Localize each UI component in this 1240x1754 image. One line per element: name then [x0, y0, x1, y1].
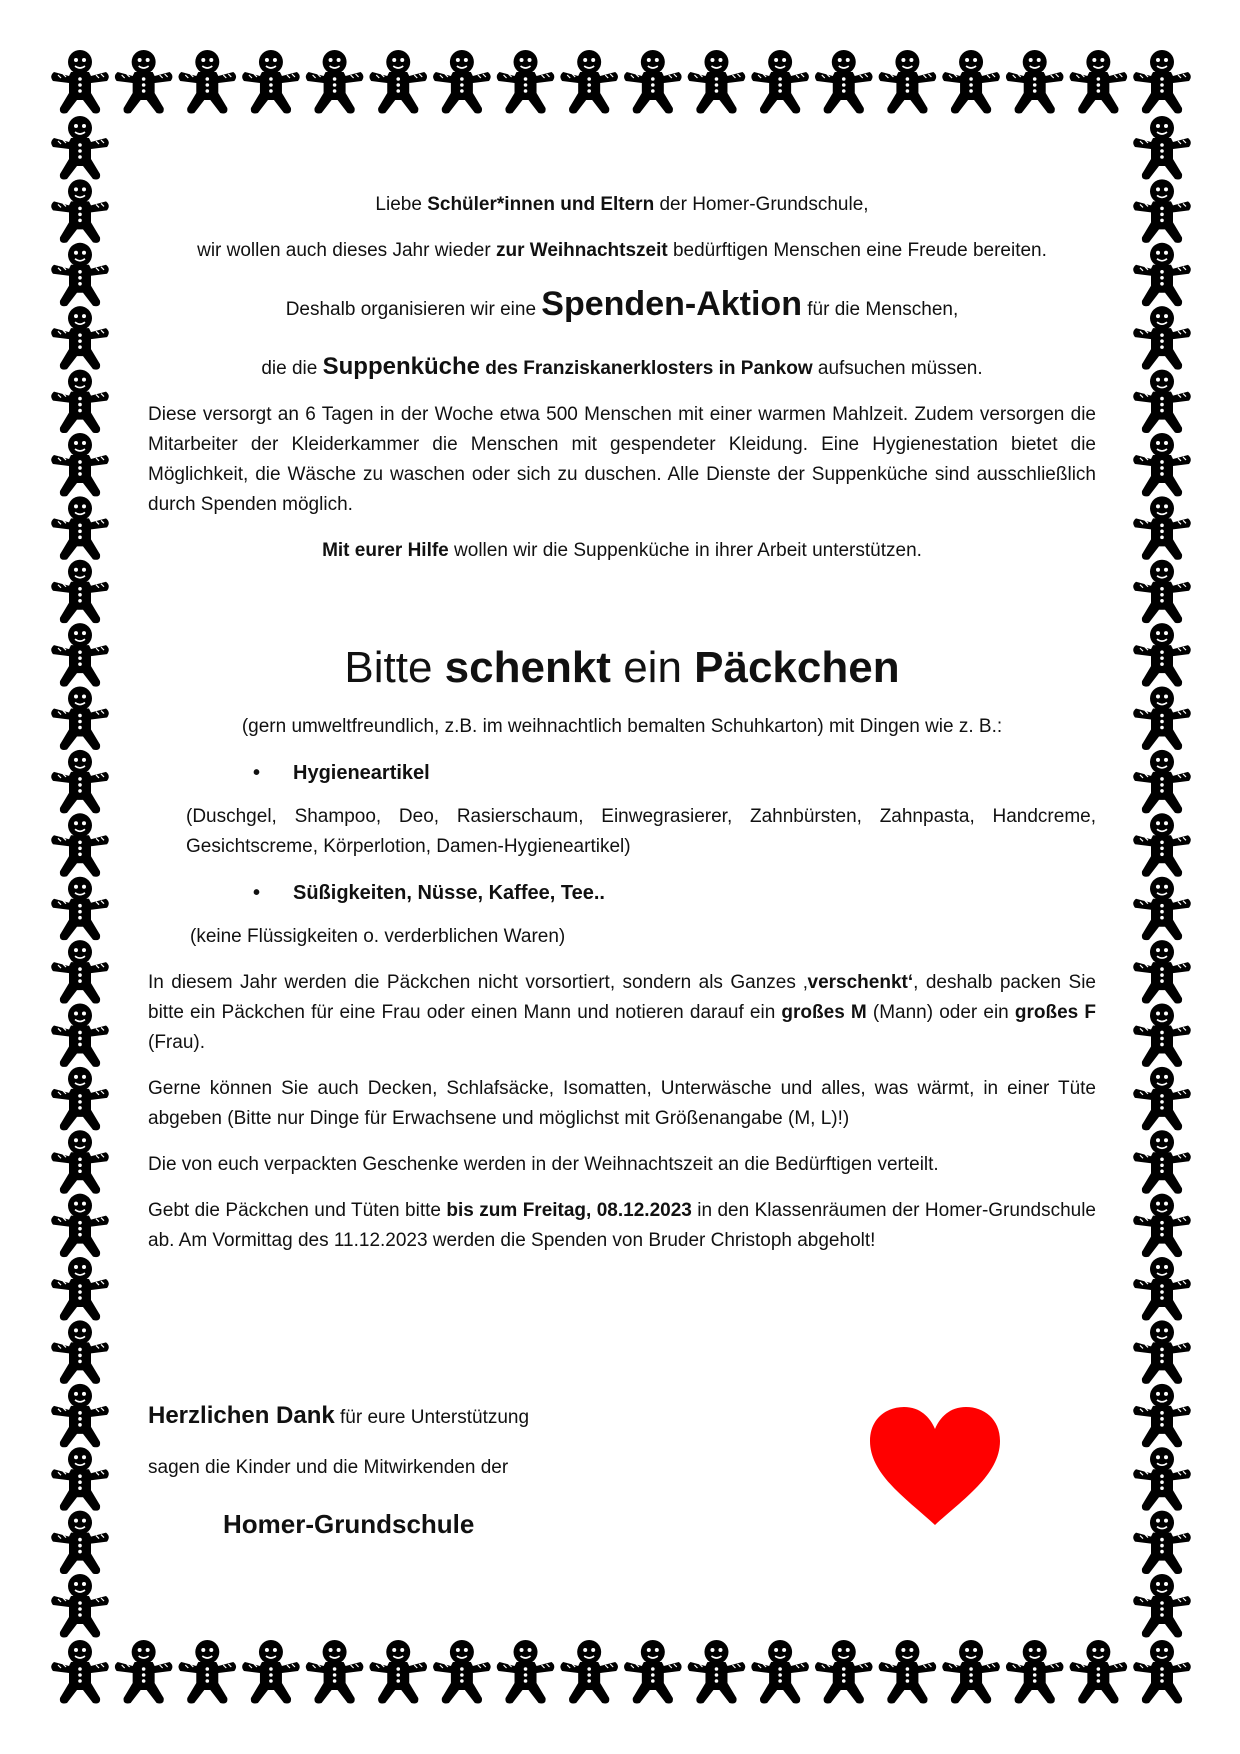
gingerbread-man-icon [1133, 1257, 1191, 1320]
bullet-label: Hygieneartikel [293, 762, 430, 784]
gingerbread-man-icon [51, 243, 109, 306]
gingerbread-man-icon [1006, 1640, 1064, 1703]
gingerbread-man-icon [1133, 116, 1191, 179]
gingerbread-man-icon [433, 1640, 491, 1703]
heart-icon [868, 1405, 1002, 1527]
letter-body [148, 190, 1096, 1256]
line3-post: für die Menschen, [801, 299, 959, 320]
distribution-paragraph: Die von euch verpackten Geschenke werden in der Weihnachtszeit an die Bedürftigen verteilt. [148, 1154, 939, 1175]
bullet-item [253, 758, 1096, 788]
gingerbread-man-icon [1133, 1574, 1191, 1637]
headline-subtitle: (gern umweltfreundlich, z.B. im weihnachtlich bemalten Schuhkarton) mit Dingen wie z. B.: [241, 716, 1003, 737]
spenden-aktion-heading: Spenden-Aktion [541, 285, 802, 323]
gingerbread-man-icon [1133, 179, 1191, 242]
gingerbread-man-icon [51, 750, 109, 813]
gingerbread-man-icon [815, 1640, 873, 1703]
gingerbread-man-icon [51, 433, 109, 496]
gingerbread-man-icon [815, 50, 873, 113]
gingerbread-man-icon [1006, 50, 1064, 113]
gingerbread-man-icon [879, 1640, 937, 1703]
school-name: Homer-Grundschule [223, 1509, 475, 1539]
gingerbread-man-icon [242, 50, 300, 113]
headline-w2: schenkt [444, 643, 611, 692]
intro-line-4 [148, 350, 1096, 386]
packing-d: großes M [781, 1002, 867, 1023]
line4-bold: des Franziskanerklosters in Pankow [479, 358, 813, 379]
line4-pre: die die [261, 358, 323, 379]
deadline-date: bis zum Freitag, 08.12.2023 [446, 1200, 692, 1221]
gingerbread-man-icon [560, 50, 618, 113]
gingerbread-man-icon [51, 1384, 109, 1447]
bullet-detail: (Duschgel, Shampoo, Deo, Rasierschaum, Einwegrasierer, Zahnbürsten, Zahnpasta, Handcreme, Gesichtscreme, Körperlotion, Damen-Hygieneartikel) [186, 806, 1096, 857]
gingerbread-man-icon [1133, 1640, 1191, 1703]
gingerbread-man-icon [1133, 1067, 1191, 1130]
gingerbread-man-icon [51, 179, 109, 242]
gingerbread-man-icon [51, 877, 109, 940]
gingerbread-man-icon [51, 50, 109, 113]
gingerbread-man-icon [624, 50, 682, 113]
gingerbread-man-icon [1133, 243, 1191, 306]
line2-bold: zur Weihnachtszeit [495, 240, 668, 261]
deadline-a: Gebt die Päckchen und Tüten bitte [148, 1200, 447, 1221]
gingerbread-man-icon [1070, 1640, 1128, 1703]
suppenkueche-heading: Suppenküche [322, 353, 480, 380]
bullet-icon: • [253, 882, 261, 904]
gingerbread-man-icon [51, 1574, 109, 1637]
intro-line-3 [148, 284, 1096, 330]
gingerbread-man-icon [51, 687, 109, 750]
gingerbread-man-icon [51, 560, 109, 623]
packing-e: (Mann) oder ein [866, 1002, 1015, 1023]
gingerbread-man-icon [688, 1640, 746, 1703]
gingerbread-man-icon [51, 1194, 109, 1257]
bullet-detail: (keine Flüssigkeiten o. verderblichen Waren) [190, 926, 566, 947]
headline [148, 642, 1096, 694]
gingerbread-man-icon [51, 1511, 109, 1574]
gingerbread-man-icon [51, 116, 109, 179]
gingerbread-man-icon [306, 1640, 364, 1703]
greeting-line [148, 190, 1096, 220]
signature-line: sagen die Kinder und die Mitwirkenden der [148, 1457, 509, 1478]
gingerbread-man-icon [497, 1640, 555, 1703]
gingerbread-man-icon [51, 1447, 109, 1510]
gingerbread-man-icon [51, 1067, 109, 1130]
gingerbread-man-icon [1133, 623, 1191, 686]
gingerbread-man-icon [1133, 50, 1191, 113]
gingerbread-man-icon [179, 50, 237, 113]
thanks-bold: Herzlichen Dank [148, 1402, 335, 1429]
closing-block [148, 1399, 848, 1541]
thanks-line [148, 1399, 848, 1435]
headline-w4: Päckchen [694, 643, 900, 692]
gingerbread-man-icon [1070, 50, 1128, 113]
gingerbread-man-icon [1133, 813, 1191, 876]
gingerbread-man-icon [51, 940, 109, 1003]
packing-f: großes F [1014, 1002, 1097, 1023]
help-bold: Mit eurer Hilfe [322, 540, 449, 561]
gingerbread-man-icon [51, 1320, 109, 1383]
gingerbread-man-icon [1133, 560, 1191, 623]
gingerbread-man-icon [1133, 1320, 1191, 1383]
deadline-paragraph [148, 1196, 1096, 1256]
headline-w3: ein [610, 643, 695, 692]
line2-pre: wir wollen auch dieses Jahr wieder [197, 240, 496, 261]
gingerbread-man-icon [51, 1130, 109, 1193]
gingerbread-man-icon [51, 813, 109, 876]
gingerbread-man-icon [1133, 1447, 1191, 1510]
greeting-pre: Liebe [375, 194, 428, 215]
gingerbread-man-icon [369, 50, 427, 113]
gingerbread-man-icon [51, 1257, 109, 1320]
packing-paragraph [148, 968, 1096, 1058]
gingerbread-man-icon [242, 1640, 300, 1703]
gingerbread-man-icon [497, 50, 555, 113]
gingerbread-man-icon [1133, 1511, 1191, 1574]
line3-pre: Deshalb organisieren wir eine [285, 299, 542, 320]
deadline-c: in den Klassenräumen der Homer-Grundschule ab. Am Vormittag des 11.12.2023 werden die Spenden von Bruder Christoph abgeholt! [148, 1200, 1096, 1251]
gingerbread-man-icon [306, 50, 364, 113]
gingerbread-man-icon [942, 1640, 1000, 1703]
gingerbread-man-icon [433, 50, 491, 113]
gingerbread-man-icon [1133, 877, 1191, 940]
gingerbread-man-icon [751, 1640, 809, 1703]
help-line [148, 536, 1096, 566]
bullet-icon: • [253, 762, 261, 784]
gingerbread-man-icon [51, 1003, 109, 1066]
line2-post: bedürftigen Menschen eine Freude bereiten. [667, 240, 1047, 261]
gingerbread-man-icon [1133, 940, 1191, 1003]
gingerbread-man-icon [115, 50, 173, 113]
gingerbread-man-icon [1133, 496, 1191, 559]
gingerbread-man-icon [1133, 433, 1191, 496]
gingerbread-man-icon [1133, 306, 1191, 369]
gingerbread-man-icon [879, 50, 937, 113]
packing-a: In diesem Jahr werden die Päckchen nicht vorsortiert, sondern als Ganzes ‚ [148, 972, 808, 993]
intro-paragraph: Diese versorgt an 6 Tagen in der Woche etwa 500 Menschen mit einer warmen Mahlzeit. Zudem versorgen die Mitarbeiter der Kleiderkammer die Menschen mit gespendeter Kleidung. Eine Hygienestation bietet die Möglichkeit, die Wäsche zu waschen oder sich zu duschen. Alle Dienste der Suppenküche sind ausschließlich durch Spenden möglich. [148, 404, 1096, 515]
line4-post: aufsuchen müssen. [812, 358, 983, 379]
gingerbread-man-icon [560, 1640, 618, 1703]
gingerbread-man-icon [51, 370, 109, 433]
intro-line-2 [148, 236, 1096, 266]
greeting-bold: Schüler*innen und Eltern [427, 194, 655, 215]
gingerbread-man-icon [1133, 1194, 1191, 1257]
bullet-label: Süßigkeiten, Nüsse, Kaffee, Tee.. [293, 882, 605, 904]
gingerbread-man-icon [51, 1640, 109, 1703]
thanks-rest: für eure Unterstützung [334, 1407, 530, 1428]
gingerbread-man-icon [624, 1640, 682, 1703]
gingerbread-man-icon [751, 50, 809, 113]
blankets-paragraph: Gerne können Sie auch Decken, Schlafsäcke, Isomatten, Unterwäsche und alles, was wärmt, in einer Tüte abgeben (Bitte nur Dinge für Erwachsene und möglichst mit Größenangabe (M, L)!) [148, 1078, 1096, 1129]
gingerbread-man-icon [179, 1640, 237, 1703]
gingerbread-man-icon [115, 1640, 173, 1703]
gingerbread-man-icon [1133, 1130, 1191, 1193]
gingerbread-man-icon [369, 1640, 427, 1703]
gingerbread-man-icon [51, 623, 109, 686]
bullet-item [253, 878, 1096, 908]
gingerbread-man-icon [51, 306, 109, 369]
packing-b: verschenkt‘ [807, 972, 914, 993]
gingerbread-man-icon [688, 50, 746, 113]
gingerbread-man-icon [1133, 1003, 1191, 1066]
packing-c: , deshalb packen Sie bitte ein Päckchen für eine Frau oder einen Mann und notieren darauf ein [148, 972, 1096, 1023]
gingerbread-man-icon [51, 496, 109, 559]
gingerbread-man-icon [942, 50, 1000, 113]
gingerbread-man-icon [1133, 1384, 1191, 1447]
headline-w1: Bitte [344, 643, 445, 692]
greeting-post: der Homer-Grundschule, [654, 194, 869, 215]
gingerbread-man-icon [1133, 687, 1191, 750]
packing-g: (Frau). [148, 1032, 205, 1053]
gingerbread-man-icon [1133, 750, 1191, 813]
help-post: wollen wir die Suppenküche in ihrer Arbeit unterstützen. [448, 540, 922, 561]
gingerbread-man-icon [1133, 370, 1191, 433]
